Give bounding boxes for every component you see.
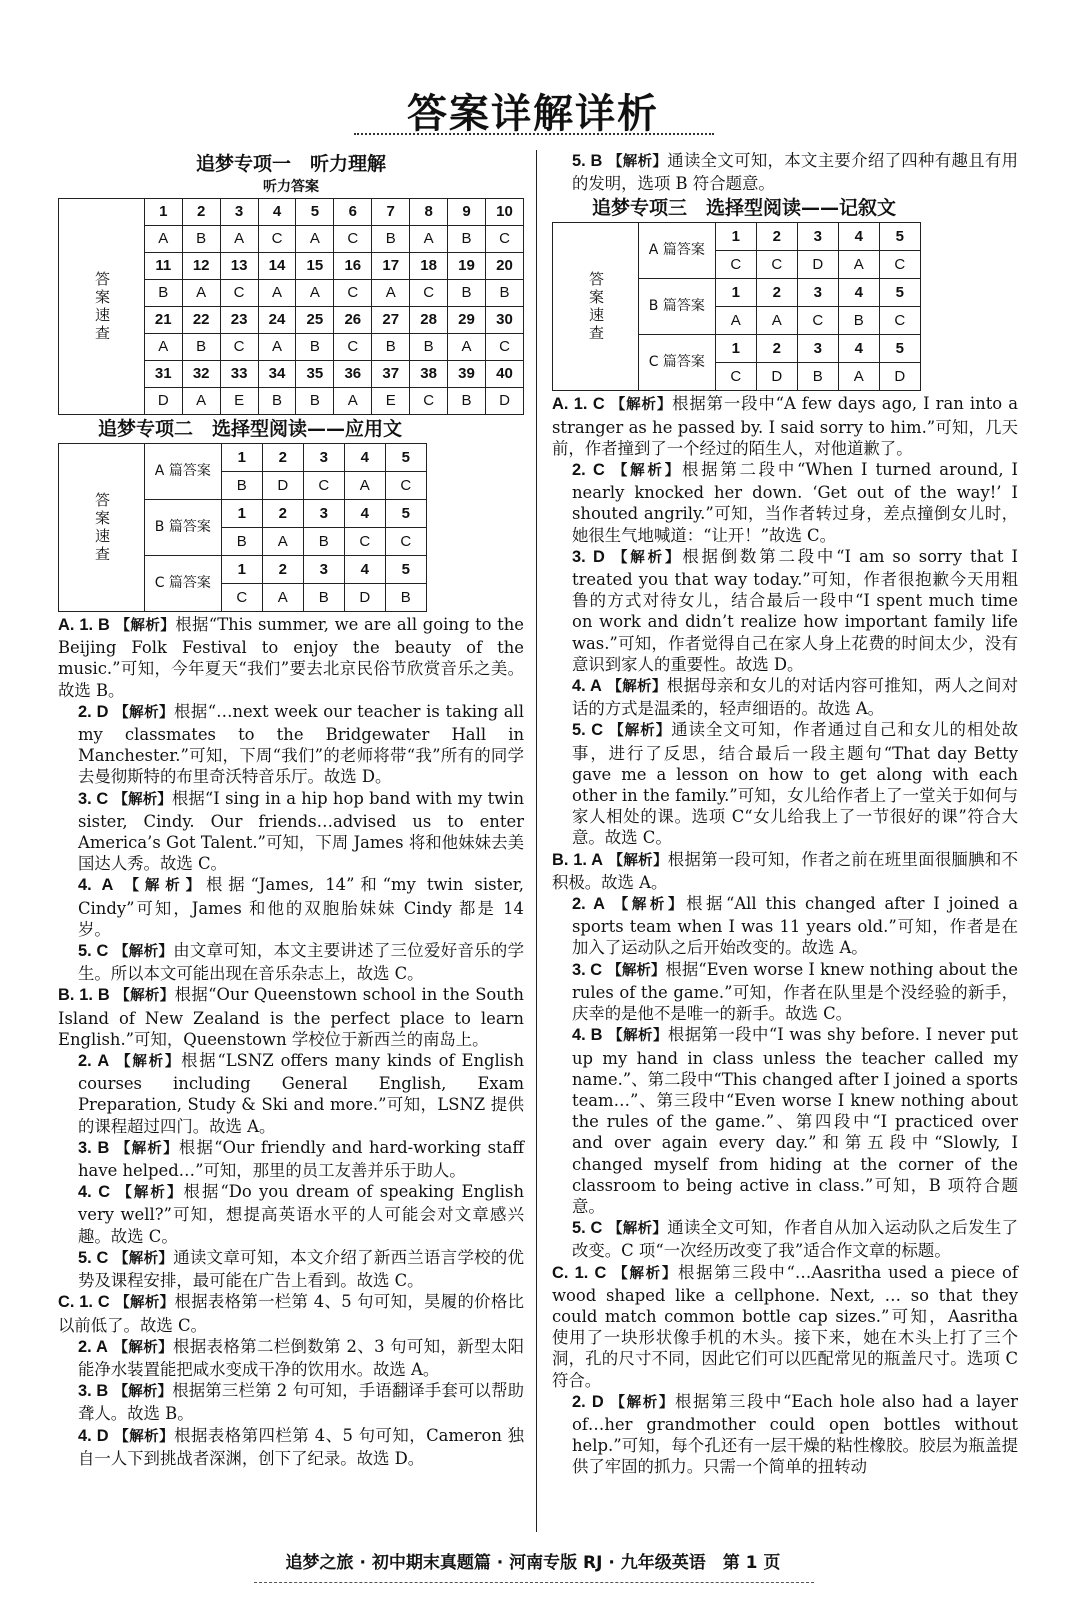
answer-letter: C (344, 528, 385, 556)
question-number: 5 (296, 199, 334, 226)
question-number: 9 (448, 199, 486, 226)
explanation-item (58, 1425, 524, 1469)
analysis-tag: 【解析】 (613, 897, 687, 914)
question-number: 20 (485, 253, 523, 280)
answer-letter: A (838, 363, 879, 391)
answer-letter: B (296, 388, 334, 415)
question-number: 3 (797, 279, 838, 307)
explanation-text: 根据第一段中“I was shy before. I never put up my hand in class unless the teacher called my name.”、第二段中“This changed after I joined a sports team…”、第三段中“Even worse I knew nothing about the rules of the game.”、第四段中“I practiced over and over again every day.”和第五段中“Slowly, I changed myself from hiding at the corner of the classroom to being active in class.”可知，B 项符合题意。 (572, 1025, 1019, 1216)
answer-letter: C (385, 528, 426, 556)
item-number: 2. D (78, 702, 109, 721)
analysis-tag: 【解析】 (113, 1250, 174, 1267)
left-explanations (58, 614, 524, 1469)
answer-letter: B (303, 584, 344, 612)
answer-letter: B (372, 334, 410, 361)
analysis-tag: 【解析】 (607, 1221, 668, 1238)
question-number: 8 (410, 199, 448, 226)
answer-letter: C (334, 334, 372, 361)
analysis-tag: 【解析】 (113, 944, 174, 961)
explanation-item (552, 849, 1018, 893)
answer-letter: B (182, 334, 220, 361)
question-number: 4 (344, 500, 385, 528)
explanation-item (58, 1247, 524, 1291)
item-number: 2. A (572, 895, 606, 914)
explanation-item (58, 614, 524, 701)
question-number: 31 (144, 361, 182, 388)
answer-letter: C (410, 388, 448, 415)
answer-letter: B (258, 388, 296, 415)
answer-letter: C (334, 280, 372, 307)
explanation-text: 根据“…next week our teacher is taking all my classmates to the Bridgewater Hall in Manchester.”可知，下周“我们”的老师将带“我”所有的同学去曼彻斯特的布里奇沃特音乐厅。故选 D。 (78, 701, 524, 787)
item-number: 3. D (572, 547, 605, 566)
analysis-tag: 【解析】 (613, 1265, 679, 1282)
explanation-item (58, 1380, 524, 1424)
answer-letter: C (879, 251, 920, 279)
answer-letter: C (879, 307, 920, 335)
item-number: 5. B (572, 152, 603, 170)
question-number: 5 (879, 223, 920, 251)
answer-letter: A (262, 528, 303, 556)
question-number: 12 (182, 253, 220, 280)
question-number: 22 (182, 307, 220, 334)
section-1-subtitle: 听力答案 (263, 179, 319, 195)
question-number: 6 (334, 199, 372, 226)
question-number: 33 (220, 361, 258, 388)
explanation-text: 根据“I sing in a hip hop band with my twin sister, Cindy. Our friends…advised us to enter America’s Got Talent.”可知，下周 James 将和他妹妹去美国达人秀。故选 C。 (78, 788, 525, 874)
explanation-text: 通读全文可知，本文主要介绍了四种有趣且有用的发明，选项 B 符合题意。 (572, 151, 1019, 194)
answer-letter: D (756, 363, 797, 391)
question-number: 4 (258, 199, 296, 226)
answer-letter: A (448, 334, 486, 361)
explanation-text: 根据“This summer, we are all going to the Beijing Folk Festival to enjoy the beauty of the music.”可知，今年夏天“我们”要去北京民俗节欣赏音乐之美。故选 B。 (58, 615, 524, 700)
question-number: 2 (262, 556, 303, 584)
question-number: 3 (797, 335, 838, 363)
explanation-item (58, 1291, 524, 1335)
section-3-title: 追梦专项三 选择型阅读——记叙文 (592, 197, 897, 220)
answer-letter: D (879, 363, 920, 391)
question-number: 2 (756, 335, 797, 363)
answer-letter: A (838, 251, 879, 279)
answer-letter: B (221, 528, 262, 556)
question-number: 1 (221, 500, 262, 528)
explanation-text: 根据“Even worse I knew nothing about the rules of the game.”可知，作者在队里是个没经验的新手，庆幸的是他不是唯一的新手。故选 C。 (572, 959, 1019, 1024)
answer-letter: B (303, 528, 344, 556)
answer-letter: E (372, 388, 410, 415)
question-number: 30 (485, 307, 523, 334)
explanation-item (58, 788, 524, 875)
answer-letter: C (485, 334, 523, 361)
footer-divider (254, 1582, 814, 1583)
question-number: 38 (410, 361, 448, 388)
question-number: 16 (334, 253, 372, 280)
explanation-item (552, 1262, 1018, 1391)
question-number: 1 (715, 279, 756, 307)
question-number: 4 (838, 279, 879, 307)
explanation-item (58, 1137, 524, 1181)
answer-letter: B (296, 334, 334, 361)
item-number: 4. A (78, 876, 114, 895)
page-title: 答案详解详析 (407, 91, 659, 137)
explanation-text: 通读全文可知，作者通过自己和女儿的相处故事，进行了反思，结合最后一段主题句“That day Betty gave me a lesson on how to get along with each other in the family.”可知，女儿给作者上了一堂关于如何与家人相处的课。选项 C“女儿给我上了一节很好的课”符合大意。故选 C。 (572, 720, 1019, 848)
analysis-tag: 【解析】 (114, 704, 175, 721)
answer-letter: A (334, 388, 372, 415)
answer-letter: C (385, 472, 426, 500)
question-number: 3 (303, 556, 344, 584)
analysis-tag: 【解析】 (610, 397, 673, 414)
analysis-tag: 【解析】 (113, 1384, 173, 1401)
explanation-text: 根据表格第二栏倒数第 2、3 句可知，新型太阳能净水装置能把咸水变成干净的饮用水。故选 A。 (78, 1336, 525, 1379)
analysis-tag: 【解析】 (607, 962, 666, 979)
item-number: 2. A (78, 1337, 108, 1356)
answer-letter: A (182, 388, 220, 415)
answer-letter: C (485, 226, 523, 253)
answer-letter: A (296, 280, 334, 307)
item-number: 4. A (572, 677, 602, 696)
question-number: 11 (144, 253, 182, 280)
question-number: 2 (756, 279, 797, 307)
answer-letter: B (221, 472, 262, 500)
question-number: 26 (334, 307, 372, 334)
answer-row-numbers (553, 223, 921, 251)
question-number: 7 (372, 199, 410, 226)
item-number: 4. C (78, 1183, 111, 1202)
explanation-text: 根据表格第四栏第 4、5 句可知，Cameron 独自一人下到挑战者深渊，创下了纪录。故选 D。 (78, 1425, 524, 1468)
question-number: 19 (448, 253, 486, 280)
item-number: 3. B (78, 1382, 109, 1401)
question-number: 23 (220, 307, 258, 334)
item-number: 5. C (78, 1248, 109, 1267)
answer-letter: C (756, 251, 797, 279)
explanation-text: 通读全文可知，作者自从加入运动队之后发生了改变。C 项“一次经历改变了我”适合作文章的标题。 (572, 1218, 1019, 1261)
explanation-item (552, 546, 1018, 675)
item-number: 5. C (572, 1219, 603, 1238)
question-number: 1 (715, 335, 756, 363)
explanation-item (58, 984, 524, 1050)
section-3-answer-table (552, 222, 921, 391)
answer-letter: B (448, 388, 486, 415)
question-number: 32 (182, 361, 220, 388)
question-number: 2 (262, 444, 303, 472)
answer-letter: C (715, 251, 756, 279)
question-number: 3 (797, 223, 838, 251)
title-divider (354, 133, 714, 135)
explanation-text: 根据第三段中“Each hole also had a layer of…her grandmother could open bottles without help.”可知，每个孔还有一层干燥的粘性橡胶。胶层为瓶盖提供了牢固的抓力。只需一个简单的扭转动 (572, 1391, 1019, 1477)
analysis-tag: 【解析】 (117, 1185, 184, 1202)
answer-letter: B (182, 226, 220, 253)
answer-letter: B (838, 307, 879, 335)
answer-letter: E (220, 388, 258, 415)
explanation-item (552, 1024, 1018, 1217)
explanation-text: 根据第三栏第 2 句可知，手语翻译手套可以帮助聋人。故选 B。 (78, 1381, 525, 1424)
analysis-tag: 【解析】 (116, 1054, 182, 1071)
answer-letter: A (220, 226, 258, 253)
item-number: C. 1. C (552, 1263, 607, 1282)
question-number: 1 (221, 556, 262, 584)
question-number: 25 (296, 307, 334, 334)
question-number: 14 (258, 253, 296, 280)
question-number: 1 (715, 223, 756, 251)
item-number: 5. C (572, 721, 604, 740)
analysis-tag: 【解析】 (115, 988, 175, 1005)
item-number: B. 1. A (552, 850, 604, 869)
answer-letter: B (410, 334, 448, 361)
item-number: 5. C (78, 942, 109, 961)
explanation-text: 根据“James, 14”和“my twin sister, Cindy”可知，James 和他的双胞胎妹妹 Cindy 都是 14 岁。 (78, 875, 525, 939)
question-number: 37 (372, 361, 410, 388)
question-number: 4 (344, 444, 385, 472)
answer-letter: B (797, 363, 838, 391)
explanation-text: 根据“Our Queenstown school in the South Island of New Zealand is the perfect place to learn English.”可知，Queenstown 学校位于新西兰的南岛上。 (58, 985, 524, 1049)
section-1-title: 追梦专项一 听力理解 (195, 153, 386, 175)
analysis-tag: 【解析】 (609, 723, 672, 740)
analysis-tag: 【解析】 (610, 1394, 675, 1411)
group-label: A 篇答案 (144, 444, 221, 500)
left-column (58, 150, 524, 1469)
question-number: 5 (385, 500, 426, 528)
question-number: 28 (410, 307, 448, 334)
answer-letter: C (220, 280, 258, 307)
analysis-tag: 【解析】 (113, 791, 172, 808)
group-label: C 篇答案 (638, 335, 715, 391)
item-number: B. 1. B (58, 986, 110, 1005)
answer-letter: A (144, 334, 182, 361)
question-number: 5 (879, 335, 920, 363)
answer-letter: A (258, 280, 296, 307)
explanation-item (552, 459, 1018, 546)
side-label: 答案速查 (59, 199, 145, 415)
answer-letter: A (144, 226, 182, 253)
side-label: 答案速查 (553, 223, 639, 391)
analysis-tag: 【解析】 (608, 852, 668, 869)
explanation-item (552, 393, 1018, 459)
answer-letter: C (220, 334, 258, 361)
explanation-item (552, 675, 1018, 719)
question-number: 5 (879, 279, 920, 307)
explanation-item (58, 1336, 524, 1380)
question-number: 15 (296, 253, 334, 280)
right-column (552, 150, 1018, 1478)
question-number: 4 (344, 556, 385, 584)
question-number: 5 (385, 444, 426, 472)
explanation-text: 根据“Our friendly and hard-working staff have helped…”可知，那里的员工友善并乐于助人。 (78, 1137, 525, 1181)
explanation-item (552, 959, 1018, 1025)
group-label: B 篇答案 (144, 500, 221, 556)
question-number: 2 (262, 500, 303, 528)
explanation-text: 根据第一段中“A few days ago, I ran into a stranger as he passed by. I said sorry to him.”可知，几天前，作者撞到了一个经过的陌生人，对他道歉了。 (552, 394, 1018, 458)
question-number: 18 (410, 253, 448, 280)
explanation-item (58, 701, 524, 788)
listening-answer-table (58, 198, 524, 415)
right-top-explanation (552, 150, 1018, 194)
explanation-item (58, 1181, 524, 1247)
item-number: 4. D (78, 1426, 109, 1445)
right-explanations (552, 393, 1018, 1477)
answer-letter: A (258, 334, 296, 361)
answer-letter: C (334, 226, 372, 253)
explanation-text: 根据第三段中“…Aasritha used a piece of wood shaped like a cellphone. Next, … so that they could match common bottle cap sizes.”可知，Aasritha 使用了一块形状像手机的木头。接下来，她在木头上打了三个洞，孔的尺寸不同，因此它们可以匹配常见的瓶盖尺寸。选项 C 符合。 (552, 1262, 1018, 1390)
answer-letter: D (262, 472, 303, 500)
explanation-text: 根据母亲和女儿的对话内容可推知，两人之间对话的方式是温柔的，轻声细语的。故选 A。 (572, 676, 1019, 719)
question-number: 4 (838, 335, 879, 363)
question-number: 36 (334, 361, 372, 388)
question-number: 3 (303, 500, 344, 528)
question-number: 40 (485, 361, 523, 388)
question-number: 35 (296, 361, 334, 388)
question-number: 34 (258, 361, 296, 388)
analysis-tag: 【解析】 (115, 618, 176, 634)
explanation-text: 根据第一段可知，作者之前在班里面很腼腆和不积极。故选 A。 (552, 849, 1019, 892)
analysis-tag: 【解析】 (612, 463, 682, 480)
item-number: 3. B (78, 1138, 110, 1157)
question-number: 1 (144, 199, 182, 226)
question-number: 4 (838, 223, 879, 251)
explanation-text: 根据“All this changed after I joined a sports team when I was 11 years old.”可知，作者是在加入了运动队之后开始改变的。故选 A。 (572, 894, 1019, 958)
answer-letter: C (221, 584, 262, 612)
question-number: 10 (485, 199, 523, 226)
item-number: 2. D (572, 1392, 604, 1411)
item-number: 3. C (78, 789, 109, 808)
answer-letter: A (410, 226, 448, 253)
question-number: 3 (220, 199, 258, 226)
side-label: 答案速查 (59, 444, 145, 612)
analysis-tag: 【解析】 (113, 1339, 174, 1356)
answer-letter: D (797, 251, 838, 279)
answer-letter: D (485, 388, 523, 415)
explanation-text: 由文章可知，本文主要讲述了三位爱好音乐的学生。所以本文可能出现在音乐杂志上，故选 C。 (78, 941, 525, 984)
group-label: A 篇答案 (638, 223, 715, 279)
analysis-tag: 【解析】 (115, 1295, 175, 1312)
question-number: 39 (448, 361, 486, 388)
answer-letter: C (715, 363, 756, 391)
answer-letter: B (448, 280, 486, 307)
analysis-tag: 【解析】 (612, 549, 683, 566)
explanation-item (58, 1050, 524, 1137)
item-number: 2. C (572, 461, 605, 480)
analysis-tag: 【解析】 (607, 679, 667, 696)
answer-letter: D (344, 584, 385, 612)
answer-letter: A (756, 307, 797, 335)
answer-letter: C (303, 472, 344, 500)
explanation-item (552, 1391, 1018, 1478)
item-number: 4. B (572, 1026, 603, 1045)
answer-letter: A (372, 280, 410, 307)
answer-letter: A (296, 226, 334, 253)
item-number: 2. A (78, 1052, 110, 1071)
answer-letter: B (485, 280, 523, 307)
explanation-text: 根据第二段中“When I turned around, I nearly knocked her down. ‘Get out of the way!’ I shouted angrily.”可知，当作者转过身，差点撞倒女儿时，她很生气地喊道：“让开！”故选 C。 (572, 460, 1018, 545)
analysis-tag: 【解析】 (115, 1140, 179, 1157)
answer-letter: A (715, 307, 756, 335)
explanation-item (552, 150, 1018, 194)
section-2-answer-table (58, 443, 427, 612)
answer-letter: C (797, 307, 838, 335)
question-number: 3 (303, 444, 344, 472)
question-number: 17 (372, 253, 410, 280)
answer-letter: B (385, 584, 426, 612)
question-number: 5 (385, 556, 426, 584)
group-label: C 篇答案 (144, 556, 221, 612)
item-number: C. 1. C (58, 1293, 110, 1312)
question-number: 2 (756, 223, 797, 251)
explanation-text: 根据“Do you dream of speaking English very well?”可知，想提高英语水平的人可能会对文章感兴趣。故选 C。 (78, 1182, 525, 1246)
analysis-tag: 【解析】 (114, 1428, 175, 1445)
question-number: 1 (221, 444, 262, 472)
question-number: 13 (220, 253, 258, 280)
item-number: A. 1. C (552, 395, 605, 414)
analysis-tag: 【解析】 (607, 154, 668, 170)
page-footer: 追梦之旅 · 初中期末真题篇 · 河南专版 RJ · 九年级英语 第 1 页 (285, 1553, 781, 1573)
column-divider (536, 150, 537, 1532)
item-number: 3. C (572, 960, 603, 979)
explanation-text: 根据表格第一栏第 4、5 句可知，昊履的价格比以前低了。故选 C。 (58, 1292, 524, 1335)
answer-letter: B (372, 226, 410, 253)
question-number: 21 (144, 307, 182, 334)
answer-row-numbers (59, 444, 427, 472)
answer-letter: A (182, 280, 220, 307)
explanation-item (58, 940, 524, 984)
answer-letter: D (144, 388, 182, 415)
question-number: 27 (372, 307, 410, 334)
answer-row-numbers (59, 199, 524, 226)
analysis-tag: 【解析】 (608, 1028, 668, 1045)
explanation-item (58, 874, 524, 940)
explanation-text: 根据倒数第二段中“I am so sorry that I treated you that way today.”可知，作者很抱歉今天用粗鲁的方式对待女儿，结合最后一段中“I spent much time on work and didn’t realize how important family life was.”可知，作者觉得自己在家人身上花费的时间太少，没有意识到家人的重要性。故选 D。 (572, 546, 1019, 674)
question-number: 2 (182, 199, 220, 226)
group-label: B 篇答案 (638, 279, 715, 335)
answer-letter: B (448, 226, 486, 253)
question-number: 24 (258, 307, 296, 334)
answer-letter: C (258, 226, 296, 253)
explanation-text: 通读文章可知，本文介绍了新西兰语言学校的优势及课程安排，最可能在广告上看到。故选 C。 (78, 1247, 525, 1291)
explanation-item (552, 719, 1018, 848)
answer-letter: A (344, 472, 385, 500)
explanation-text: 根据“LSNZ offers many kinds of English courses including General English, Exam Preparation, Study & Ski and more.”可知，LSNZ 提供的课程超过四门。故选 A。 (78, 1051, 524, 1136)
analysis-tag: 【解析】 (124, 878, 206, 895)
answer-letter: C (410, 280, 448, 307)
explanation-item (552, 1217, 1018, 1261)
section-2-title: 追梦专项二 选择型阅读——应用文 (98, 418, 403, 440)
question-number: 29 (448, 307, 486, 334)
answer-letter: B (144, 280, 182, 307)
answer-letter: A (262, 584, 303, 612)
explanation-item (552, 893, 1018, 959)
item-number: A. 1. B (58, 616, 110, 634)
